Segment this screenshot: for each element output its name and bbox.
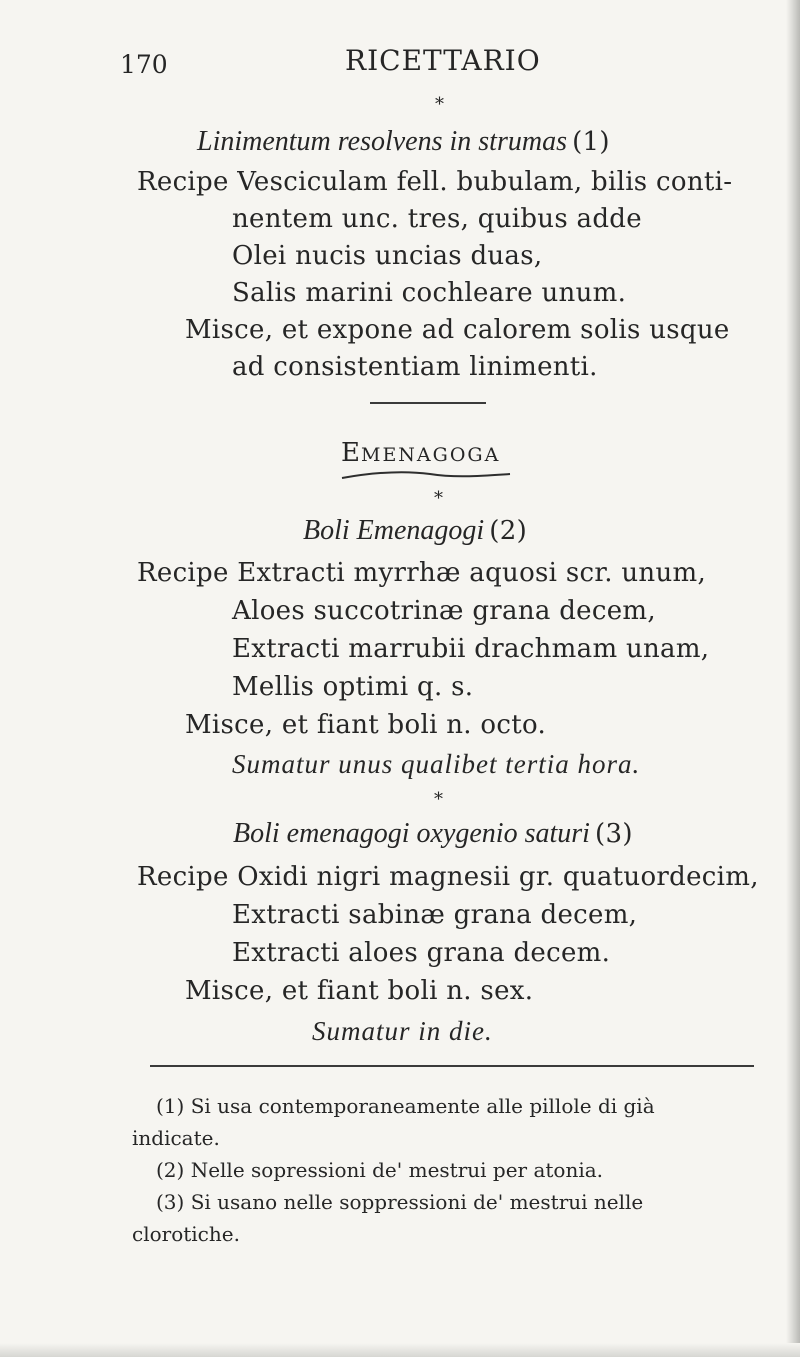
recipe2-line: Mellis optimi q. s. (232, 672, 474, 702)
recipe3-title: Boli emenagogi oxygenio saturi (233, 818, 590, 849)
recipe2-title: Boli Emenagogi (303, 515, 485, 546)
recipe1-title: Linimentum resolvens in strumas (197, 126, 567, 157)
recipe2-heading (303, 515, 527, 547)
recipe3-line: Misce, et fiant boli n. sex. (185, 976, 534, 1006)
page-number: 170 (120, 50, 168, 79)
recipe1-line: Salis marini cochleare unum. (232, 278, 627, 308)
recipe1-line: Recipe Vesciculam fell. bubulam, bilis conti- (137, 167, 733, 197)
recipe1-line: Olei nucis uncias duas, (232, 241, 543, 271)
footnote: (2) Nelle sopressioni de' mestrui per atonia. (156, 1158, 604, 1182)
recipe2-line: Extracti marrubii drachmam unam, (232, 634, 710, 664)
footnote: indicate. (132, 1126, 220, 1150)
recipe1-heading (197, 126, 610, 158)
recipe1-line: nentem unc. tres, quibus adde (232, 204, 642, 234)
recipe1-line: Misce, et expone ad calorem solis usque (185, 315, 730, 345)
footnote: clorotiche. (132, 1222, 240, 1246)
recipe2-line: Aloes succotrinæ grana decem, (232, 596, 656, 626)
running-title: RICETTARIO (345, 44, 541, 77)
recipe3-note-ref: (3) (595, 819, 633, 849)
recipe3-line: Extracti aloes grana decem. (232, 938, 611, 968)
recipe1-line: ad consistentiam linimenti. (232, 352, 598, 382)
recipe3-direction: Sumatur in die. (312, 1016, 493, 1046)
ornament-star: * (434, 488, 443, 509)
recipe3-line: Extracti sabinæ grana decem, (232, 900, 638, 930)
section-heading (341, 438, 500, 468)
page-edge-shadow (786, 0, 800, 1357)
recipe3-line: Recipe Oxidi nigri magnesii gr. quatuordecim, (137, 862, 759, 892)
recipe2-direction: Sumatur unus qualibet tertia hora. (232, 749, 641, 779)
footnote: (1) Si usa contemporaneamente alle pillole di già (156, 1094, 655, 1118)
recipe3-heading (233, 818, 633, 850)
recipe2-note-ref: (2) (489, 516, 528, 546)
recipe2-line: Misce, et fiant boli n. octo. (185, 710, 547, 740)
section-rest: MENAGOGA (360, 444, 501, 466)
ornament-star: * (434, 789, 443, 810)
recipe2-line: Recipe Extracti myrrhæ aquosi scr. unum, (137, 558, 707, 588)
footnote: (3) Si usano nelle soppressioni de' mestrui nelle (156, 1190, 644, 1214)
page-bottom-shadow (0, 1343, 800, 1357)
footnote-divider (150, 1065, 754, 1067)
recipe1-note-ref: (1) (572, 127, 610, 157)
section-initial: E (341, 438, 361, 468)
decorative-swash (340, 470, 520, 484)
ornament-star: * (435, 94, 444, 115)
section-divider (370, 402, 486, 404)
